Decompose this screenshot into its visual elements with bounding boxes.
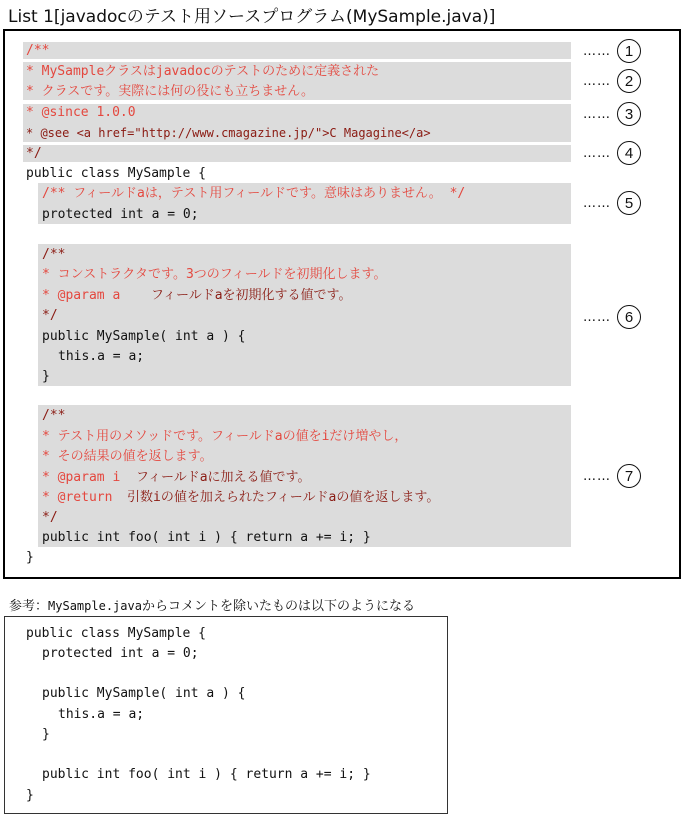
code-line: protected int a = 0; (42, 207, 199, 222)
code-line: * その結果の値を返します。 (42, 449, 213, 464)
code-line: this.a = a; (58, 707, 145, 722)
listing-title: List 1[javadocのテスト用ソースプログラム(MySample.java)] (8, 7, 496, 27)
marker-1 (583, 39, 641, 63)
marker-2 (583, 69, 641, 93)
marker-number: 1 (617, 39, 641, 63)
code-line: フィールドaに加える値です。 (136, 470, 311, 485)
marker-number: 3 (617, 102, 641, 126)
marker-number: 2 (617, 69, 641, 93)
code-line: public MySample( int a ) { (42, 686, 246, 701)
code-line: protected int a = 0; (42, 646, 199, 661)
code-line: */ (42, 308, 58, 323)
reference-caption (9, 595, 415, 614)
code-line: 引数iの値を加えられたフィールドaの値を返します。 (127, 490, 440, 505)
code-line: public class MySample { (26, 626, 207, 641)
marker-number: 6 (617, 305, 641, 329)
marker-number: 4 (617, 141, 641, 165)
code-line: フィールドaを初期化する値です。 (151, 288, 352, 303)
code-line: this.a = a; (58, 349, 145, 364)
reference-caption-file: MySample.java (48, 599, 142, 613)
code-line: } (26, 550, 34, 565)
code-line: * @since 1.0.0 (26, 105, 136, 120)
code-line: } (42, 727, 50, 742)
marker-dots: …… (583, 309, 611, 325)
code-line: * @param i (42, 470, 121, 485)
reference-caption-prefix: 参考： (9, 599, 49, 614)
marker-dots: …… (583, 145, 611, 161)
code-line: /** (42, 408, 66, 423)
marker-3 (583, 102, 641, 126)
reference-caption-rest: からコメントを除いたものは以下のようになる (141, 599, 415, 614)
code-line: * @return (42, 490, 113, 505)
code-line: * @param a (42, 288, 121, 303)
highlight-band-1 (23, 42, 571, 59)
code-line: */ (26, 146, 42, 161)
code-line: public class MySample { (26, 166, 207, 181)
marker-7 (583, 464, 641, 488)
code-line: } (42, 369, 50, 384)
marker-number: 7 (617, 464, 641, 488)
code-line: */ (42, 510, 58, 525)
marker-6 (583, 305, 641, 329)
code-line: * コンストラクタです。3つのフィールドを初期化します。 (42, 267, 387, 282)
code-line: * クラスです。実際には何の役にも立ちません。 (26, 84, 315, 99)
marker-dots: …… (583, 73, 611, 89)
reference-code-box (4, 616, 448, 814)
code-line: /** フィールドaは，テスト用フィールドです。意味はありません。 */ (42, 186, 466, 201)
highlight-band-4 (23, 145, 571, 162)
code-line: * MySampleクラスはjavadocのテストのために定義された (26, 64, 380, 79)
marker-5 (583, 191, 641, 215)
marker-dots: …… (583, 106, 611, 122)
code-line: /** (42, 247, 66, 262)
code-line: * @see <a href="http://www.cmagazine.jp/">C Magagine</a> (26, 126, 431, 140)
code-line: public MySample( int a ) { (42, 329, 246, 344)
code-line: public int foo( int i ) { return a += i; } (42, 767, 371, 782)
code-line: /** (26, 43, 50, 58)
marker-dots: …… (583, 468, 611, 484)
marker-dots: …… (583, 195, 611, 211)
code-listing-box (3, 29, 681, 579)
marker-number: 5 (617, 191, 641, 215)
marker-4 (583, 141, 641, 165)
code-line: public int foo( int i ) { return a += i; } (42, 530, 371, 545)
code-line: * テスト用のメソッドです。フィールドaの値をiだけ増やし， (42, 429, 408, 444)
code-line: } (26, 788, 34, 803)
marker-dots: …… (583, 43, 611, 59)
